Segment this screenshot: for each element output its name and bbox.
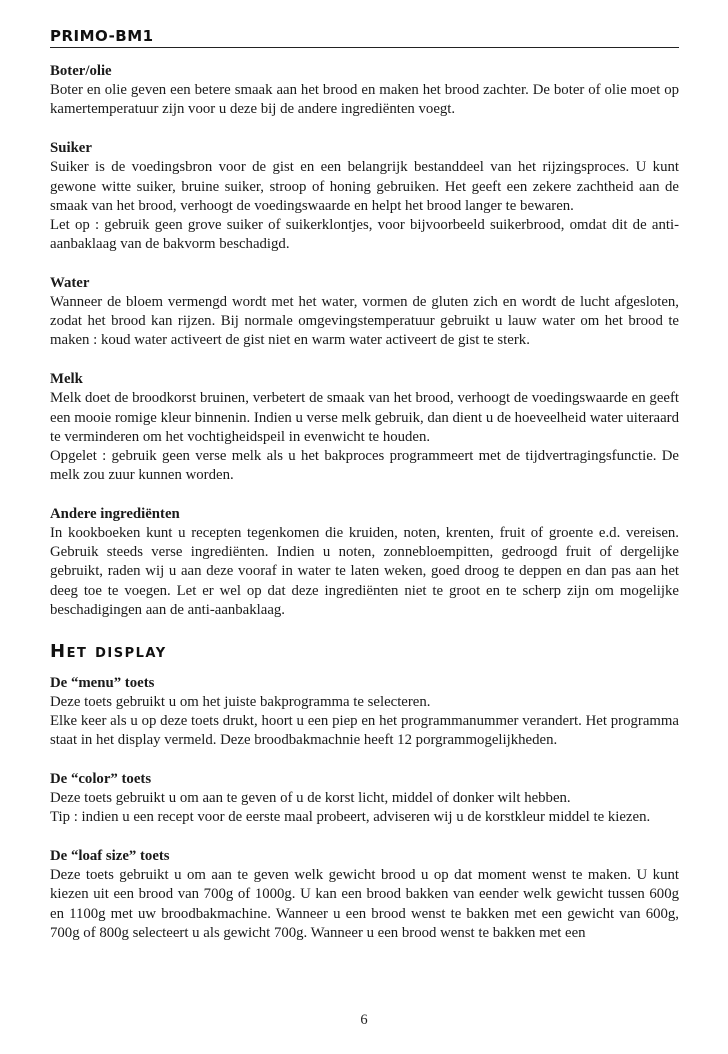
- paragraph: Boter en olie geven een betere smaak aan het brood en maken het brood zachter. De boter of olie moet op kamertemperatuur zijn voor u deze bij de andere ingrediënten voegt.: [50, 82, 679, 118]
- paragraph: In kookboeken kunt u recepten tegenkomen die kruiden, noten, krenten, fruit of groente e.d. vereisen. Gebruik steeds verse ingrediënten. Indien u noten, zonnebloempitten, gedroogd fruit of dergelijke gebruikt, raden wij u aan deze vooraf in water te laten weken, goed droog te deppen en dan pas aan het deeg toe te voegen. Let er wel op dat deze ingrediënten niet te groot en te scherp zijn om mogelijke beschadigingen aan de anti-aanbaklaag.: [50, 525, 679, 618]
- section-menu-key: [50, 674, 679, 751]
- section-title: Suiker: [50, 140, 92, 157]
- section-title: De “color” toets: [50, 770, 152, 787]
- paragraph: Wanneer de bloem vermengd wordt met het water, vormen de gluten zich en wordt de lucht afgesloten, zodat het brood kan rijzen. Bij normale omgevingstemperatuur gebruikt u lauw water om het brood te maken : koud water activeert de gist niet en warm water activeert de gist te sterk.: [50, 294, 679, 349]
- section-title: Water: [50, 274, 90, 291]
- section-loaf-size-key: [50, 847, 679, 943]
- paragraph: Elke keer als u op deze toets drukt, hoort u een piep en het programmanummer verandert. Het programma staat in het display vermeld. Deze broodbakmachnie heeft 12 porgrammogelijkheden.: [50, 712, 679, 749]
- paragraph: Deze toets gebruikt u om het juiste bakprogramma te selecteren.: [50, 693, 431, 710]
- page-number: 6: [360, 1012, 368, 1028]
- section-title: De “loaf size” toets: [50, 848, 170, 864]
- paragraph: Suiker is de voedingsbron voor de gist en een belangrijk bestanddeel van het rijzingsproces. U kunt gewone witte suiker, bruine suiker, stroop of honing gebruiken. Het geeft een zekere zachtheid aan de smaak van het brood, verhoogt de voedingswaarde en helpt het brood langer te bewaren.: [50, 159, 679, 214]
- section-sugar: [50, 139, 679, 254]
- section-title: Boter/olie: [50, 63, 112, 79]
- paragraph: Deze toets gebruikt u om aan te geven of u de korst licht, middel of donker wilt hebben.: [50, 790, 571, 807]
- paragraph: Tip : indien u een recept voor de eerste maal probeert, adviseren wij u de korstkleur middel te kiezen.: [50, 809, 651, 826]
- paragraph: Opgelet : gebruik geen verse melk als u het bakproces programmeert met de tijdvertragingsfunctie. De melk zou zuur kunnen worden.: [50, 447, 679, 484]
- section-title: Andere ingrediënten: [50, 505, 180, 522]
- page-content: [50, 62, 679, 963]
- section-color-key: [50, 770, 679, 828]
- section-butter-oil: [50, 62, 679, 120]
- section-title: De “menu” toets: [50, 674, 155, 691]
- display-heading: Het display: [50, 640, 167, 662]
- section-milk: [50, 370, 679, 485]
- header-divider: [50, 47, 679, 48]
- paragraph: Deze toets gebruikt u om aan te geven welk gewicht brood u op dat moment wenst te maken. U kunt kiezen uit een brood van 700g of 1000g. U kan een brood bakken van eender welk gewicht tussen 600g en 1100g met uw broodbakmachine. Wanneer u een brood wenst te bakken met een gewicht van 600g, 700g of 800g selecteert u als gewicht 700g. Wanneer u een brood wenst te bakken met een: [50, 867, 679, 941]
- paragraph: Melk doet de broodkorst bruinen, verbetert de smaak van het brood, verhoogt de voedingswaarde en geeft een mooie romige kleur binnenin. Indien u verse melk gebruik, dan dient u de hoeveelheid water uiteraard te verminderen om het vochtigheidspeil in evenwicht te houden.: [50, 390, 679, 445]
- paragraph: Let op : gebruik geen grove suiker of suikerklontjes, voor bijvoorbeeld suikerbrood, omdat dit de anti-aanbaklaag van de bakvorm beschadigd.: [50, 216, 679, 253]
- section-title: Melk: [50, 371, 83, 388]
- section-water: [50, 274, 679, 351]
- section-other-ingredients: [50, 505, 679, 620]
- document-title: PRIMO-BM1: [50, 27, 154, 45]
